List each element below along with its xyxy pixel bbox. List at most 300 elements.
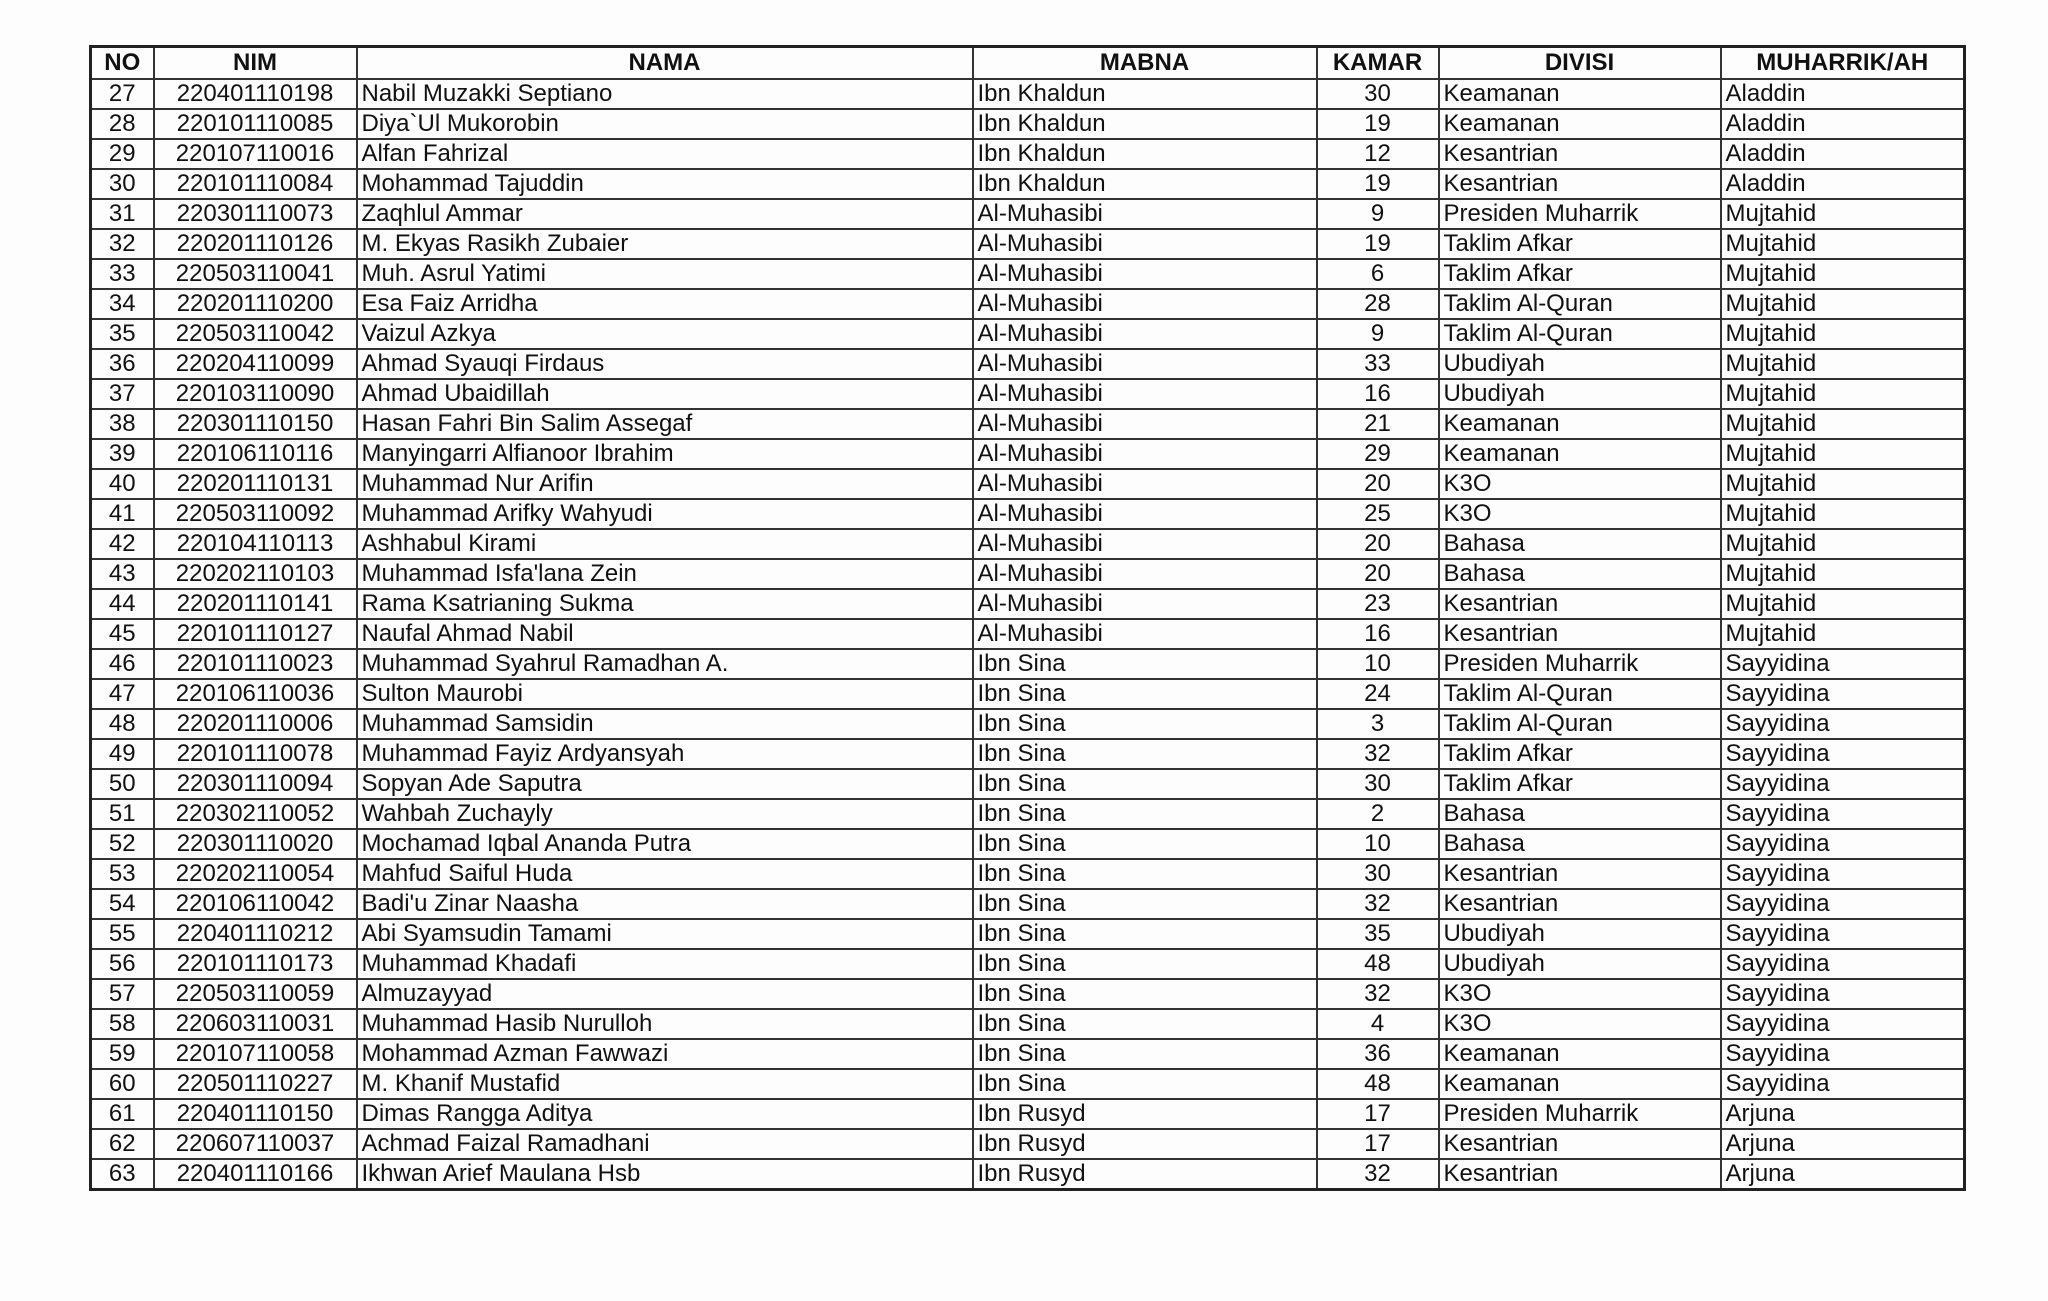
cell-no: 30 [91, 169, 154, 199]
cell-mabna: Al-Muhasibi [973, 349, 1317, 379]
cell-divisi: Taklim Afkar [1439, 769, 1721, 799]
cell-kamar: 10 [1317, 649, 1439, 679]
header-mabna: MABNA [973, 47, 1317, 80]
cell-nama: Muhammad Arifky Wahyudi [357, 499, 973, 529]
cell-mabna: Ibn Sina [973, 979, 1317, 1009]
header-no: NO [91, 47, 154, 80]
table-row [91, 439, 1965, 469]
cell-kamar: 32 [1317, 889, 1439, 919]
cell-muharrik: Sayyidina [1721, 979, 1965, 1009]
cell-divisi: K3O [1439, 979, 1721, 1009]
cell-no: 61 [91, 1099, 154, 1129]
cell-no: 36 [91, 349, 154, 379]
cell-kamar: 20 [1317, 529, 1439, 559]
cell-nama: Alfan Fahrizal [357, 139, 973, 169]
cell-mabna: Ibn Sina [973, 1009, 1317, 1039]
cell-nim: 220106110116 [154, 439, 357, 469]
cell-no: 46 [91, 649, 154, 679]
cell-muharrik: Sayyidina [1721, 649, 1965, 679]
cell-nim: 220301110073 [154, 199, 357, 229]
cell-no: 51 [91, 799, 154, 829]
table-row [91, 709, 1965, 739]
cell-kamar: 48 [1317, 949, 1439, 979]
table-row [91, 1129, 1965, 1159]
cell-divisi: Kesantrian [1439, 1159, 1721, 1190]
cell-muharrik: Sayyidina [1721, 769, 1965, 799]
cell-no: 63 [91, 1159, 154, 1190]
cell-divisi: Taklim Al-Quran [1439, 319, 1721, 349]
cell-mabna: Ibn Khaldun [973, 169, 1317, 199]
cell-nama: Dimas Rangga Aditya [357, 1099, 973, 1129]
cell-mabna: Ibn Sina [973, 919, 1317, 949]
cell-nama: Ahmad Syauqi Firdaus [357, 349, 973, 379]
cell-divisi: Keamanan [1439, 439, 1721, 469]
cell-no: 34 [91, 289, 154, 319]
cell-nama: Ashhabul Kirami [357, 529, 973, 559]
header-nim: NIM [154, 47, 357, 80]
cell-no: 56 [91, 949, 154, 979]
table-row [91, 229, 1965, 259]
table-row [91, 319, 1965, 349]
cell-nim: 220607110037 [154, 1129, 357, 1159]
cell-nama: Sulton Maurobi [357, 679, 973, 709]
cell-mabna: Ibn Khaldun [973, 109, 1317, 139]
cell-no: 29 [91, 139, 154, 169]
cell-kamar: 24 [1317, 679, 1439, 709]
cell-nama: Rama Ksatrianing Sukma [357, 589, 973, 619]
table-row [91, 529, 1965, 559]
cell-nama: Muh. Asrul Yatimi [357, 259, 973, 289]
cell-no: 59 [91, 1039, 154, 1069]
cell-mabna: Ibn Sina [973, 769, 1317, 799]
cell-kamar: 10 [1317, 829, 1439, 859]
cell-divisi: Keamanan [1439, 109, 1721, 139]
cell-muharrik: Aladdin [1721, 109, 1965, 139]
cell-no: 38 [91, 409, 154, 439]
cell-nim: 220103110090 [154, 379, 357, 409]
cell-muharrik: Mujtahid [1721, 619, 1965, 649]
cell-divisi: Kesantrian [1439, 619, 1721, 649]
cell-nama: Achmad Faizal Ramadhani [357, 1129, 973, 1159]
cell-nama: Almuzayyad [357, 979, 973, 1009]
table-row [91, 979, 1965, 1009]
cell-mabna: Ibn Sina [973, 799, 1317, 829]
table-row [91, 1099, 1965, 1129]
cell-muharrik: Mujtahid [1721, 199, 1965, 229]
cell-no: 33 [91, 259, 154, 289]
cell-no: 31 [91, 199, 154, 229]
cell-muharrik: Sayyidina [1721, 739, 1965, 769]
cell-mabna: Ibn Sina [973, 949, 1317, 979]
cell-no: 60 [91, 1069, 154, 1099]
cell-nama: Mohammad Azman Fawwazi [357, 1039, 973, 1069]
cell-nama: Abi Syamsudin Tamami [357, 919, 973, 949]
cell-no: 27 [91, 79, 154, 109]
cell-nim: 220503110041 [154, 259, 357, 289]
cell-kamar: 19 [1317, 169, 1439, 199]
cell-mabna: Al-Muhasibi [973, 589, 1317, 619]
cell-nim: 220201110126 [154, 229, 357, 259]
table-row [91, 409, 1965, 439]
cell-kamar: 28 [1317, 289, 1439, 319]
cell-nim: 220101110078 [154, 739, 357, 769]
roster-table [89, 45, 1966, 1191]
cell-nama: Muhammad Nur Arifin [357, 469, 973, 499]
cell-nim: 220201110131 [154, 469, 357, 499]
cell-nama: Muhammad Fayiz Ardyansyah [357, 739, 973, 769]
table-row [91, 919, 1965, 949]
header-divisi: DIVISI [1439, 47, 1721, 80]
cell-no: 42 [91, 529, 154, 559]
cell-muharrik: Sayyidina [1721, 709, 1965, 739]
cell-muharrik: Sayyidina [1721, 1069, 1965, 1099]
cell-mabna: Ibn Sina [973, 739, 1317, 769]
cell-no: 32 [91, 229, 154, 259]
table-row [91, 949, 1965, 979]
cell-nim: 220101110173 [154, 949, 357, 979]
table-row [91, 619, 1965, 649]
cell-no: 40 [91, 469, 154, 499]
cell-muharrik: Sayyidina [1721, 1039, 1965, 1069]
cell-divisi: Taklim Afkar [1439, 229, 1721, 259]
cell-divisi: Taklim Afkar [1439, 739, 1721, 769]
cell-muharrik: Mujtahid [1721, 559, 1965, 589]
cell-no: 50 [91, 769, 154, 799]
cell-mabna: Ibn Sina [973, 649, 1317, 679]
cell-nim: 220107110016 [154, 139, 357, 169]
cell-mabna: Al-Muhasibi [973, 229, 1317, 259]
cell-kamar: 32 [1317, 1159, 1439, 1190]
cell-muharrik: Sayyidina [1721, 889, 1965, 919]
cell-nim: 220107110058 [154, 1039, 357, 1069]
cell-nim: 220301110150 [154, 409, 357, 439]
cell-kamar: 17 [1317, 1129, 1439, 1159]
cell-no: 37 [91, 379, 154, 409]
cell-nim: 220201110006 [154, 709, 357, 739]
cell-muharrik: Mujtahid [1721, 439, 1965, 469]
cell-nim: 220101110127 [154, 619, 357, 649]
cell-kamar: 21 [1317, 409, 1439, 439]
table-row [91, 799, 1965, 829]
cell-mabna: Al-Muhasibi [973, 289, 1317, 319]
table-row [91, 1069, 1965, 1099]
cell-mabna: Al-Muhasibi [973, 379, 1317, 409]
cell-nim: 220106110042 [154, 889, 357, 919]
cell-mabna: Al-Muhasibi [973, 199, 1317, 229]
cell-muharrik: Sayyidina [1721, 949, 1965, 979]
cell-nama: Wahbah Zuchayly [357, 799, 973, 829]
cell-no: 53 [91, 859, 154, 889]
cell-no: 35 [91, 319, 154, 349]
cell-muharrik: Mujtahid [1721, 229, 1965, 259]
cell-kamar: 36 [1317, 1039, 1439, 1069]
cell-kamar: 9 [1317, 199, 1439, 229]
header-kamar: KAMAR [1317, 47, 1439, 80]
table-row [91, 169, 1965, 199]
cell-mabna: Al-Muhasibi [973, 469, 1317, 499]
table-row [91, 379, 1965, 409]
cell-divisi: Presiden Muharrik [1439, 199, 1721, 229]
table-row [91, 679, 1965, 709]
cell-divisi: K3O [1439, 469, 1721, 499]
cell-muharrik: Mujtahid [1721, 589, 1965, 619]
cell-muharrik: Sayyidina [1721, 829, 1965, 859]
cell-divisi: K3O [1439, 1009, 1721, 1039]
cell-kamar: 9 [1317, 319, 1439, 349]
cell-nama: Mahfud Saiful Huda [357, 859, 973, 889]
cell-kamar: 4 [1317, 1009, 1439, 1039]
cell-muharrik: Arjuna [1721, 1129, 1965, 1159]
table-row [91, 829, 1965, 859]
cell-nama: Vaizul Azkya [357, 319, 973, 349]
table-header [91, 47, 1965, 80]
cell-nim: 220503110059 [154, 979, 357, 1009]
cell-muharrik: Sayyidina [1721, 859, 1965, 889]
cell-no: 41 [91, 499, 154, 529]
cell-divisi: Kesantrian [1439, 859, 1721, 889]
cell-divisi: Bahasa [1439, 799, 1721, 829]
cell-no: 43 [91, 559, 154, 589]
cell-divisi: Ubudiyah [1439, 949, 1721, 979]
cell-kamar: 35 [1317, 919, 1439, 949]
cell-kamar: 2 [1317, 799, 1439, 829]
cell-divisi: Presiden Muharrik [1439, 649, 1721, 679]
cell-nim: 220401110150 [154, 1099, 357, 1129]
cell-nama: Ahmad Ubaidillah [357, 379, 973, 409]
cell-mabna: Al-Muhasibi [973, 409, 1317, 439]
cell-divisi: Kesantrian [1439, 889, 1721, 919]
cell-divisi: Kesantrian [1439, 1129, 1721, 1159]
cell-divisi: Bahasa [1439, 829, 1721, 859]
cell-muharrik: Sayyidina [1721, 679, 1965, 709]
cell-mabna: Al-Muhasibi [973, 259, 1317, 289]
cell-mabna: Ibn Rusyd [973, 1159, 1317, 1190]
table-row [91, 859, 1965, 889]
cell-mabna: Ibn Sina [973, 1039, 1317, 1069]
cell-nama: M. Ekyas Rasikh Zubaier [357, 229, 973, 259]
cell-nim: 220401110212 [154, 919, 357, 949]
cell-muharrik: Mujtahid [1721, 469, 1965, 499]
cell-nim: 220503110042 [154, 319, 357, 349]
cell-muharrik: Aladdin [1721, 169, 1965, 199]
cell-divisi: Keamanan [1439, 1069, 1721, 1099]
header-muharrik: MUHARRIK/AH [1721, 47, 1965, 80]
cell-muharrik: Sayyidina [1721, 1009, 1965, 1039]
cell-mabna: Ibn Sina [973, 859, 1317, 889]
cell-divisi: Keamanan [1439, 79, 1721, 109]
cell-muharrik: Arjuna [1721, 1159, 1965, 1190]
table-row [91, 769, 1965, 799]
cell-muharrik: Mujtahid [1721, 319, 1965, 349]
cell-divisi: Keamanan [1439, 1039, 1721, 1069]
cell-kamar: 19 [1317, 229, 1439, 259]
cell-no: 55 [91, 919, 154, 949]
cell-kamar: 48 [1317, 1069, 1439, 1099]
cell-divisi: Ubudiyah [1439, 919, 1721, 949]
table-row [91, 589, 1965, 619]
cell-no: 54 [91, 889, 154, 919]
cell-divisi: Presiden Muharrik [1439, 1099, 1721, 1129]
cell-nama: Manyingarri Alfianoor Ibrahim [357, 439, 973, 469]
cell-mabna: Ibn Sina [973, 709, 1317, 739]
cell-divisi: Taklim Afkar [1439, 259, 1721, 289]
cell-nama: Badi'u Zinar Naasha [357, 889, 973, 919]
cell-mabna: Al-Muhasibi [973, 499, 1317, 529]
cell-muharrik: Mujtahid [1721, 529, 1965, 559]
table-row [91, 889, 1965, 919]
table-row [91, 559, 1965, 589]
cell-nim: 220106110036 [154, 679, 357, 709]
cell-mabna: Al-Muhasibi [973, 529, 1317, 559]
table-row [91, 739, 1965, 769]
cell-mabna: Ibn Rusyd [973, 1099, 1317, 1129]
cell-kamar: 20 [1317, 469, 1439, 499]
cell-no: 47 [91, 679, 154, 709]
table-row [91, 1009, 1965, 1039]
cell-kamar: 30 [1317, 769, 1439, 799]
cell-nim: 220201110200 [154, 289, 357, 319]
cell-nama: Mohammad Tajuddin [357, 169, 973, 199]
cell-divisi: Ubudiyah [1439, 379, 1721, 409]
table-row [91, 79, 1965, 109]
cell-kamar: 20 [1317, 559, 1439, 589]
cell-nama: Naufal Ahmad Nabil [357, 619, 973, 649]
cell-muharrik: Sayyidina [1721, 919, 1965, 949]
cell-mabna: Al-Muhasibi [973, 559, 1317, 589]
cell-nim: 220101110084 [154, 169, 357, 199]
cell-kamar: 33 [1317, 349, 1439, 379]
table-row [91, 199, 1965, 229]
cell-kamar: 3 [1317, 709, 1439, 739]
cell-nim: 220603110031 [154, 1009, 357, 1039]
cell-mabna: Al-Muhasibi [973, 439, 1317, 469]
cell-nim: 220104110113 [154, 529, 357, 559]
cell-no: 48 [91, 709, 154, 739]
cell-kamar: 17 [1317, 1099, 1439, 1129]
cell-nama: Zaqhlul Ammar [357, 199, 973, 229]
cell-divisi: Bahasa [1439, 559, 1721, 589]
cell-nama: Muhammad Hasib Nurulloh [357, 1009, 973, 1039]
table-row [91, 139, 1965, 169]
cell-mabna: Al-Muhasibi [973, 319, 1317, 349]
cell-nim: 220101110085 [154, 109, 357, 139]
cell-nim: 220501110227 [154, 1069, 357, 1099]
cell-nim: 220202110054 [154, 859, 357, 889]
cell-nim: 220201110141 [154, 589, 357, 619]
cell-nama: Esa Faiz Arridha [357, 289, 973, 319]
cell-nama: Nabil Muzakki Septiano [357, 79, 973, 109]
cell-muharrik: Aladdin [1721, 139, 1965, 169]
cell-nim: 220202110103 [154, 559, 357, 589]
cell-kamar: 30 [1317, 859, 1439, 889]
table-body [91, 79, 1965, 1190]
table-row [91, 259, 1965, 289]
cell-nama: Mochamad Iqbal Ananda Putra [357, 829, 973, 859]
cell-muharrik: Aladdin [1721, 79, 1965, 109]
cell-nama: Muhammad Syahrul Ramadhan A. [357, 649, 973, 679]
cell-kamar: 16 [1317, 379, 1439, 409]
cell-nama: Muhammad Khadafi [357, 949, 973, 979]
cell-kamar: 23 [1317, 589, 1439, 619]
cell-mabna: Ibn Rusyd [973, 1129, 1317, 1159]
table-row [91, 289, 1965, 319]
cell-kamar: 16 [1317, 619, 1439, 649]
cell-nama: Sopyan Ade Saputra [357, 769, 973, 799]
cell-nim: 220301110094 [154, 769, 357, 799]
cell-mabna: Ibn Khaldun [973, 139, 1317, 169]
header-nama: NAMA [357, 47, 973, 80]
cell-divisi: Kesantrian [1439, 169, 1721, 199]
cell-muharrik: Sayyidina [1721, 799, 1965, 829]
cell-nim: 220503110092 [154, 499, 357, 529]
cell-divisi: Kesantrian [1439, 589, 1721, 619]
cell-nama: Muhammad Isfa'lana Zein [357, 559, 973, 589]
cell-divisi: Bahasa [1439, 529, 1721, 559]
cell-no: 52 [91, 829, 154, 859]
table-row [91, 1159, 1965, 1190]
cell-kamar: 32 [1317, 739, 1439, 769]
cell-muharrik: Mujtahid [1721, 259, 1965, 289]
cell-no: 44 [91, 589, 154, 619]
cell-muharrik: Mujtahid [1721, 409, 1965, 439]
cell-mabna: Ibn Sina [973, 1069, 1317, 1099]
cell-divisi: Kesantrian [1439, 139, 1721, 169]
cell-nim: 220101110023 [154, 649, 357, 679]
cell-divisi: Taklim Al-Quran [1439, 679, 1721, 709]
table-row [91, 109, 1965, 139]
cell-no: 58 [91, 1009, 154, 1039]
cell-nama: Ikhwan Arief Maulana Hsb [357, 1159, 973, 1190]
cell-kamar: 32 [1317, 979, 1439, 1009]
cell-muharrik: Arjuna [1721, 1099, 1965, 1129]
cell-divisi: Taklim Al-Quran [1439, 289, 1721, 319]
cell-nim: 220401110166 [154, 1159, 357, 1190]
cell-divisi: Taklim Al-Quran [1439, 709, 1721, 739]
cell-kamar: 6 [1317, 259, 1439, 289]
cell-no: 28 [91, 109, 154, 139]
cell-kamar: 19 [1317, 109, 1439, 139]
cell-nama: Diya`Ul Mukorobin [357, 109, 973, 139]
cell-nim: 220401110198 [154, 79, 357, 109]
cell-no: 62 [91, 1129, 154, 1159]
cell-divisi: K3O [1439, 499, 1721, 529]
cell-no: 49 [91, 739, 154, 769]
cell-nama: M. Khanif Mustafid [357, 1069, 973, 1099]
cell-divisi: Ubudiyah [1439, 349, 1721, 379]
cell-kamar: 25 [1317, 499, 1439, 529]
cell-nama: Hasan Fahri Bin Salim Assegaf [357, 409, 973, 439]
cell-muharrik: Mujtahid [1721, 349, 1965, 379]
cell-muharrik: Mujtahid [1721, 499, 1965, 529]
cell-kamar: 12 [1317, 139, 1439, 169]
table-row [91, 1039, 1965, 1069]
cell-mabna: Ibn Sina [973, 679, 1317, 709]
table-row [91, 649, 1965, 679]
cell-muharrik: Mujtahid [1721, 379, 1965, 409]
cell-no: 45 [91, 619, 154, 649]
cell-muharrik: Mujtahid [1721, 289, 1965, 319]
table-row [91, 349, 1965, 379]
cell-no: 57 [91, 979, 154, 1009]
header-row [91, 47, 1965, 80]
cell-no: 39 [91, 439, 154, 469]
cell-nim: 220302110052 [154, 799, 357, 829]
cell-mabna: Ibn Khaldun [973, 79, 1317, 109]
cell-mabna: Al-Muhasibi [973, 619, 1317, 649]
table-row [91, 469, 1965, 499]
table-row [91, 499, 1965, 529]
cell-kamar: 30 [1317, 79, 1439, 109]
